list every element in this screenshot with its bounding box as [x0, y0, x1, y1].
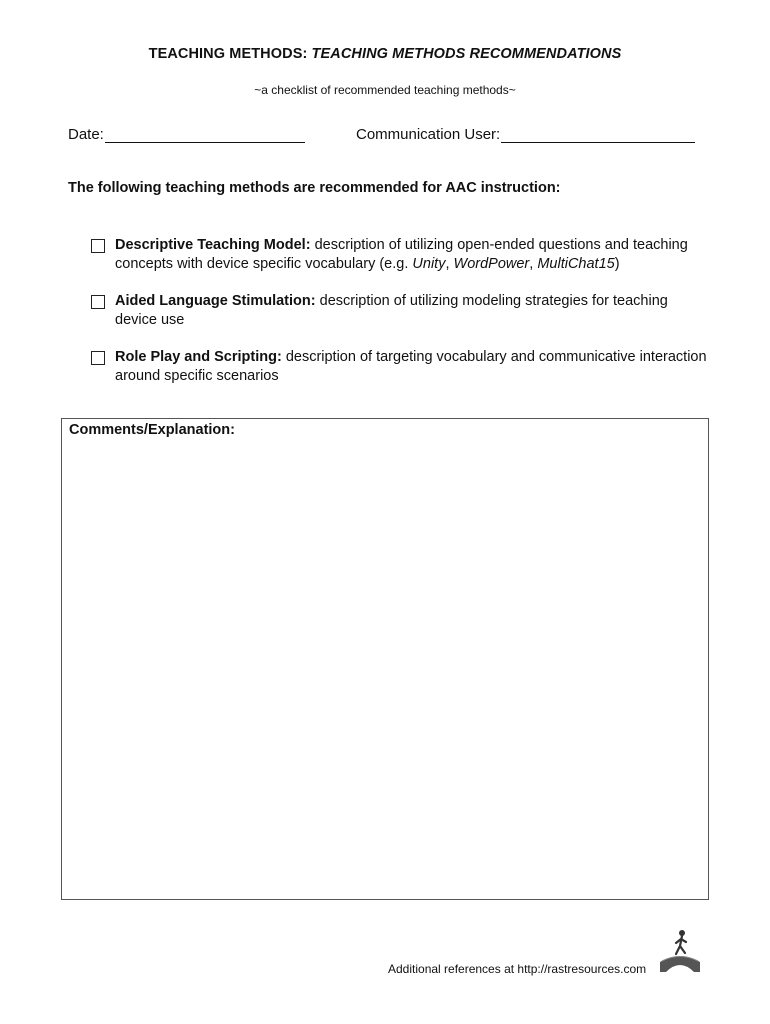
example-wordpower: WordPower [453, 256, 530, 272]
comments-label: Comments/Explanation: [69, 422, 235, 438]
date-input-line[interactable] [105, 126, 305, 143]
comments-box[interactable] [61, 418, 709, 900]
title-italic: TEACHING METHODS RECOMMENDATIONS [311, 46, 622, 62]
checkbox[interactable] [91, 295, 105, 309]
separator: , [445, 256, 450, 272]
separator: , [529, 256, 534, 272]
checklist-item-text [115, 236, 711, 274]
checklist-item-role-play [91, 348, 711, 386]
communication-user-label: Communication User: [356, 126, 501, 143]
walking-figure-bridge-icon [658, 928, 702, 974]
example-unity: Unity [412, 256, 446, 272]
item-term: Role Play and Scripting: [115, 349, 282, 365]
checkbox[interactable] [91, 239, 105, 253]
item-description: description of utilizing open-ended questions and teaching concepts with device specific vocabulary (e.g. [115, 237, 688, 272]
communication-user-field[interactable] [356, 126, 695, 143]
checklist-item-text [115, 292, 711, 330]
closing-paren: ) [614, 256, 620, 272]
item-description: description of targeting vocabulary and communicative interaction around specific scenarios [115, 349, 707, 384]
title-prefix: TEACHING METHODS: [148, 46, 308, 62]
checklist-item-descriptive-teaching [91, 236, 711, 274]
item-term: Aided Language Stimulation: [115, 293, 316, 309]
date-field[interactable] [68, 126, 305, 143]
checklist-item-aided-language [91, 292, 711, 330]
example-multichat15: MultiChat15 [537, 256, 615, 272]
item-term: Descriptive Teaching Model: [115, 237, 311, 253]
page-title [0, 46, 770, 62]
checklist-item-text [115, 348, 711, 386]
checkbox[interactable] [91, 351, 105, 365]
date-label: Date: [68, 126, 104, 143]
communication-user-input-line[interactable] [501, 126, 695, 143]
footer-reference: Additional references at http://rastresources.com [388, 962, 647, 976]
page-subtitle: ~a checklist of recommended teaching methods~ [254, 83, 516, 97]
item-description: description of utilizing modeling strategies for teaching device use [115, 293, 668, 328]
intro-heading: The following teaching methods are recommended for AAC instruction: [68, 180, 561, 196]
